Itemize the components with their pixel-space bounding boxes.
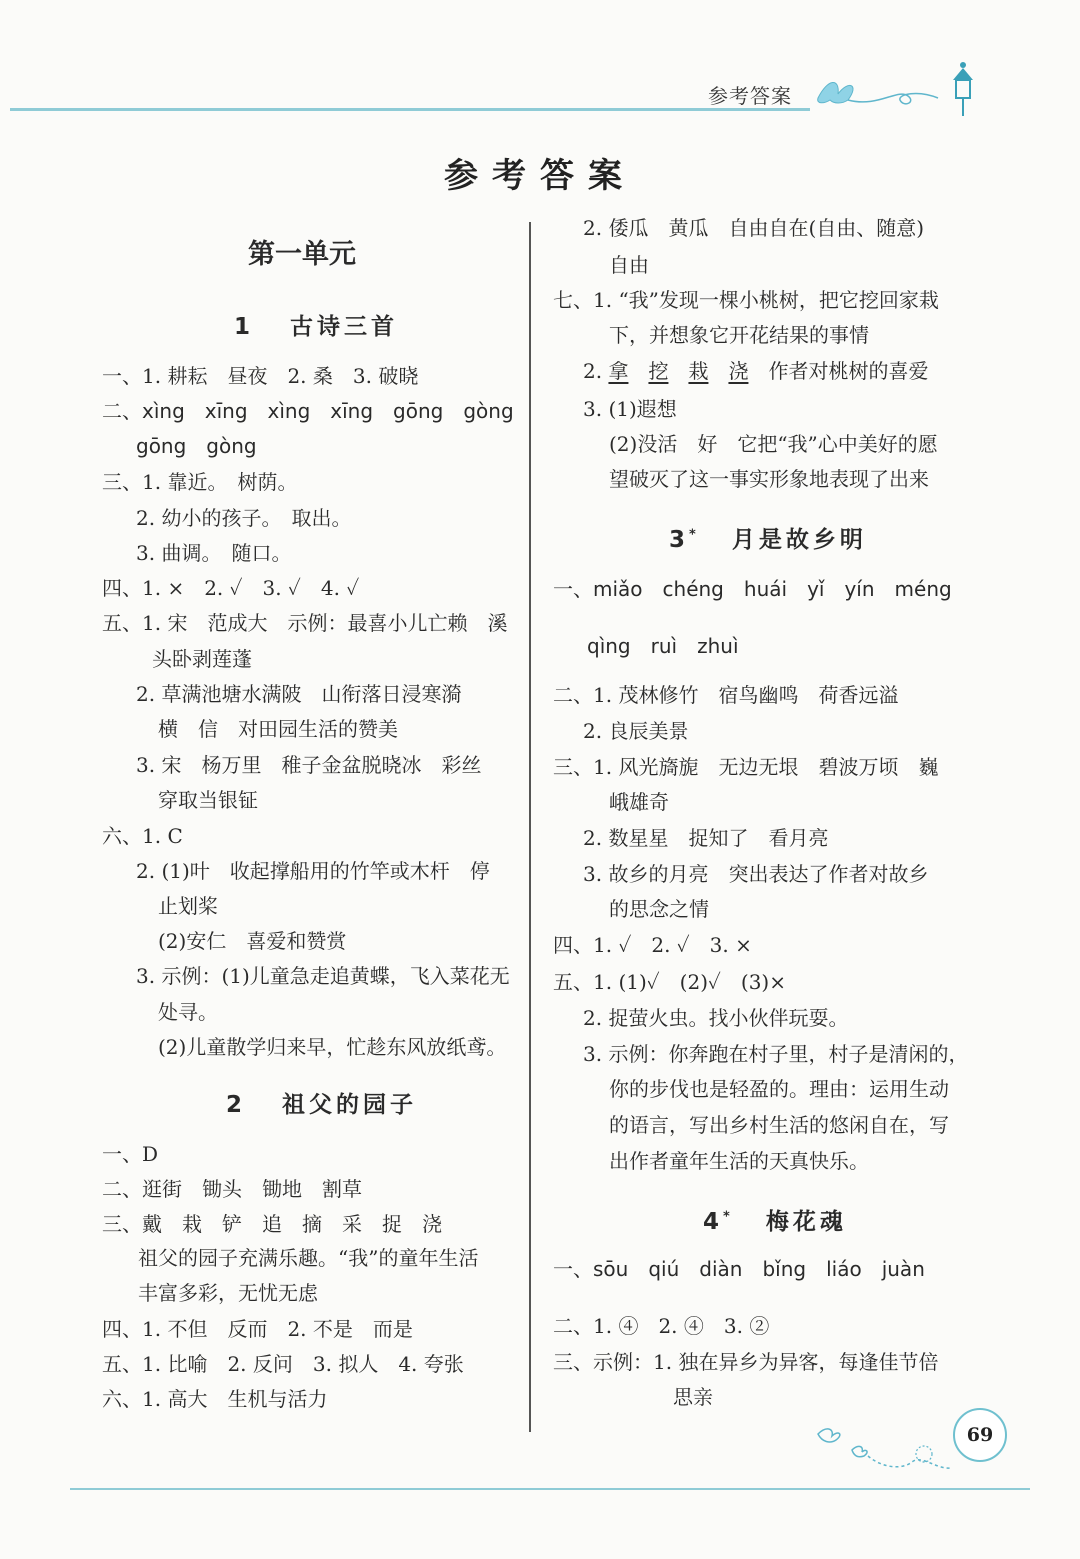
- answer-line: 二、xìng xīng xìng xīng gōng gòng: [102, 399, 514, 423]
- lesson-number: 3: [669, 527, 690, 553]
- header-rule: [10, 108, 810, 111]
- page-title: 参考答案: [444, 156, 636, 196]
- answer-line: (2)安仁 喜爱和赞赏: [158, 929, 347, 953]
- pinyin: huái: [743, 577, 788, 601]
- answer-line: 七、1. “我”发现一棵小桃树，把它挖回家栽: [553, 288, 939, 312]
- lesson-heading-3: [669, 521, 867, 554]
- answer-line: 五、1. 比喻 2. 反问 3. 拟人 4. 夸张: [102, 1352, 464, 1376]
- answer-line: 2. 幼小的孩子。 取出。: [136, 506, 352, 530]
- answer-line: 自由: [609, 253, 649, 277]
- answer-line: 2. 捉萤火虫。找小伙伴玩耍。: [583, 1006, 849, 1030]
- answer-line: 穿取当银钲: [158, 788, 258, 812]
- underlined-word: 浇: [728, 359, 749, 383]
- answer-line: 3. 示例：你奔跑在村子里，村子是清闲的，: [583, 1042, 969, 1066]
- pinyin: bǐng: [762, 1257, 807, 1281]
- answer-line: (2)没活 好 它把“我”心中美好的愿: [609, 432, 938, 456]
- pinyin: ruì: [650, 634, 678, 658]
- answer-line: 三、戴 栽 铲 追 摘 采 捉 浇: [102, 1212, 442, 1236]
- lesson-heading-4: [703, 1203, 847, 1236]
- answer-line: 一、1. 耕耘 昼夜 2. 桑 3. 破晓: [102, 364, 419, 388]
- answer-line: 头卧剥莲蓬: [152, 647, 252, 671]
- pinyin: qìng: [587, 634, 631, 658]
- lesson-number: 1: [234, 314, 255, 340]
- answer-line: 的语言，写出乡村生活的悠闲自在，写: [609, 1113, 949, 1137]
- answer-line: 三、示例：1. 独在异乡为异客，每逢佳节倍: [553, 1350, 939, 1374]
- answer-line: 2. 草满池塘水满陂 山衔落日浸寒漪: [136, 682, 462, 706]
- pinyin: méng: [894, 577, 952, 601]
- answer-line: 止划桨: [158, 894, 218, 918]
- answer-line: 三、1. 风光旖旎 无边无垠 碧波万顷 巍: [553, 755, 939, 779]
- answer-line: 望破灭了这一事实形象地表现了出来: [609, 467, 929, 491]
- answer-line: 你的步伐也是轻盈的。理由：运用生动: [609, 1077, 949, 1101]
- underlined-word: 挖: [648, 359, 669, 383]
- underlined-word: 栽: [688, 359, 709, 383]
- answer-line: 丰富多彩，无忧无虑: [138, 1281, 318, 1305]
- pinyin: sōu: [593, 1257, 629, 1281]
- answer-line: 2. (1)叶 收起撑船用的竹竿或木杆 停: [136, 859, 490, 883]
- answer-line: 2. 倭瓜 黄瓜 自由自在(自由、随意): [583, 216, 925, 240]
- lesson-number: 2: [226, 1092, 247, 1118]
- lesson-title: 古诗三首: [290, 314, 399, 340]
- lesson-number: 4: [703, 1209, 724, 1235]
- pinyin-prefix: 一、: [553, 1257, 593, 1281]
- lesson-heading-1: [234, 308, 398, 341]
- footer-rule: [70, 1488, 1030, 1490]
- pinyin: juàn: [881, 1257, 925, 1281]
- answer-line: 2. 良辰美景: [583, 719, 689, 743]
- lesson-title: 月是故乡明: [731, 527, 867, 553]
- answer-line: 2. 数星星 捉知了 看月亮: [583, 826, 829, 850]
- answer-line: 五、1. 宋 范成大 示例：最喜小儿亡赖 溪: [102, 611, 508, 635]
- pinyin: yǐ: [807, 577, 825, 601]
- pinyin: yín: [844, 577, 875, 601]
- answer-line: 3. (1)遐想: [583, 397, 677, 421]
- lesson-heading-2: [226, 1086, 417, 1119]
- answer-line: 的思念之情: [609, 897, 709, 921]
- pinyin: diàn: [699, 1257, 743, 1281]
- answer-line: 一、D: [102, 1142, 159, 1166]
- answer-line: 二、逛街 锄头 锄地 割草: [102, 1177, 362, 1201]
- pinyin: chéng: [662, 577, 724, 601]
- column-divider: [529, 222, 531, 1432]
- optional-mark: *: [723, 1209, 730, 1225]
- answer-line: 3. 示例：(1)儿童急走追黄蝶，飞入菜花无: [136, 964, 510, 988]
- answer-line: 三、1. 靠近。 树荫。: [102, 470, 298, 494]
- pinyin-row: [587, 634, 759, 658]
- answer-line: 四、1. ✓ 2. ✓ 3. ×: [553, 933, 752, 957]
- pinyin: zhuì: [697, 634, 739, 658]
- answer-line: gōng gòng: [136, 434, 257, 458]
- answer-line-underlined: 2. 拿 挖 栽 浇 作者对桃树的喜爱: [583, 359, 929, 383]
- page-number: 69: [953, 1408, 1007, 1462]
- answer-line: 峨雄奇: [609, 790, 669, 814]
- answer-line: 3. 故乡的月亮 突出表达了作者对故乡: [583, 862, 929, 886]
- answer-line: 四、1. 不但 反而 2. 不是 而是: [102, 1317, 413, 1341]
- lesson-title: 梅花魂: [765, 1209, 847, 1235]
- pinyin: liáo: [826, 1257, 862, 1281]
- answer-line: 处寻。: [158, 1000, 218, 1024]
- pinyin: miǎo: [593, 577, 643, 601]
- answer-line: 四、1. × 2. ✓ 3. ✓ 4. ✓: [102, 576, 360, 600]
- footer-butterfly-decoration-icon: [812, 1420, 957, 1480]
- underlined-word: 拿: [608, 359, 629, 383]
- answer-line: 二、1. 茂林修竹 宿鸟幽鸣 荷香远溢: [553, 683, 899, 707]
- header-label: 参考答案: [708, 84, 792, 108]
- answer-line: 下，并想象它开花结果的事情: [609, 323, 869, 347]
- unit-heading: 第一单元: [248, 239, 356, 270]
- answer-line: 思亲: [673, 1385, 713, 1409]
- answer-line: 3. 宋 杨万里 稚子金盆脱晓冰 彩丝: [136, 753, 482, 777]
- pinyin-prefix: 一、: [553, 577, 593, 601]
- answer-line: 出作者童年生活的天真快乐。: [609, 1149, 869, 1173]
- butterfly-lamp-decoration-icon: [808, 58, 983, 118]
- answer-line: 五、1. (1)✓ (2)✓ (3)×: [553, 970, 786, 994]
- answer-line: 六、1. C: [102, 824, 183, 848]
- answer-line: 横 信 对田园生活的赞美: [158, 717, 398, 741]
- lesson-title: 祖父的园子: [282, 1092, 418, 1118]
- answer-line: 二、1. ④ 2. ④ 3. ②: [553, 1314, 770, 1338]
- pinyin-row: [553, 1257, 945, 1281]
- answer-line: 祖父的园子充满乐趣。“我”的童年生活: [138, 1246, 479, 1270]
- pinyin: qiú: [648, 1257, 680, 1281]
- answer-line: 六、1. 高大 生机与活力: [102, 1387, 328, 1411]
- optional-mark: *: [689, 527, 696, 543]
- answer-line: 3. 曲调。 随口。: [136, 541, 292, 565]
- answer-line: (2)儿童散学归来早，忙趁东风放纸鸢。: [158, 1035, 507, 1059]
- pinyin-row: [553, 577, 972, 601]
